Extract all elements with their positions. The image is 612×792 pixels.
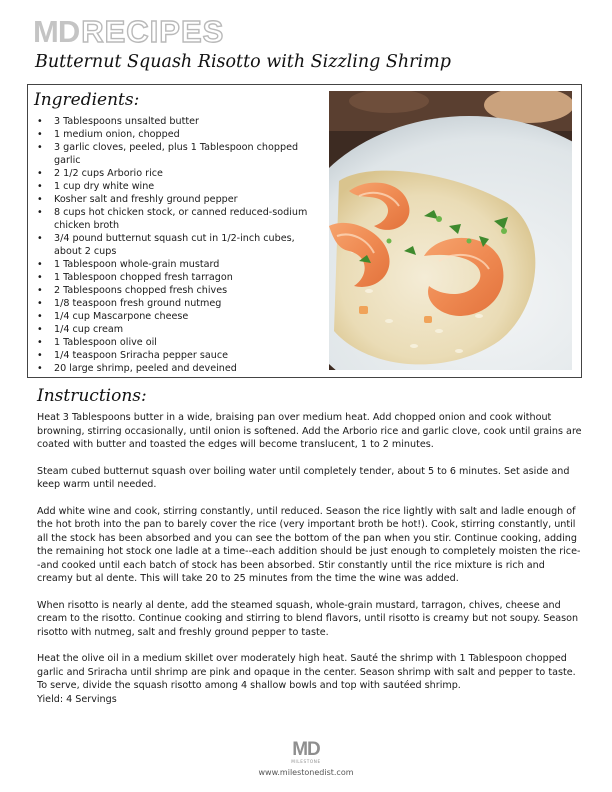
ingredient-item: • 1 cup dry white wine — [37, 180, 317, 193]
footer-logo-md: MD — [292, 739, 320, 760]
ingredient-item: • 20 large shrimp, peeled and deveined — [37, 362, 317, 375]
ingredient-item: • 1/4 cup cream — [37, 323, 317, 336]
instruction-paragraph: Heat 3 Tablespoons butter in a wide, braising pan over medium heat. Add chopped onion and cook without browning, stirring occasionally, until onion is softened. Add the Arborio rice and garlic clove, cook until grains are coated with butter and toasted the edges will become translucent, 1 to 2 minutes. — [37, 412, 582, 450]
ingredient-item: • 3 garlic cloves, peeled, plus 1 Tablespoon chopped garlic — [37, 141, 317, 167]
footer-logo — [282, 741, 330, 764]
ingredient-item: • 2 1/2 cups Arborio rice — [37, 167, 317, 180]
instruction-paragraph: When risotto is nearly al dente, add the steamed squash, whole-grain mustard, tarragon, chives, cheese and cream to the risotto. Continue cooking and stirring to blend flavors, until risotto is creamy but not soupy. Season risotto with nutmeg, salt and freshly ground pepper to taste. — [37, 599, 579, 638]
ingredients-heading: Ingredients: — [34, 90, 140, 110]
ingredient-item: • 1/4 cup Mascarpone cheese — [37, 310, 317, 323]
brand-logo — [33, 16, 224, 48]
ingredient-item: • 2 Tablespoons chopped fresh chives — [37, 284, 317, 297]
yield-text: Yield: 4 Servings — [37, 693, 117, 705]
dish-photo — [329, 91, 572, 370]
instruction-paragraph: Heat the olive oil in a medium skillet over moderately high heat. Sauté the shrimp with 1 Tablespoon chopped garlic and Sriracha until shrimp are pink and opaque in the center. Season shrimp with salt and pepper to taste. To serve, divide the squash risotto among 4 shallow bowls and top with sautéed shrimp. — [37, 653, 576, 691]
recipe-title: Butternut Squash Risotto with Sizzling Shrimp — [35, 52, 451, 72]
instructions-body — [37, 411, 582, 706]
ingredient-item: • 1 Tablespoon whole-grain mustard — [37, 258, 317, 271]
ingredient-item: • 1 Tablespoon chopped fresh tarragon — [37, 271, 317, 284]
instruction-paragraph: Add white wine and cook, stirring constantly, until reduced. Season the rice lightly with salt and ladle enough of the hot broth into the pan to barely cover the rice (very important broth be hot!). Cook, stirring constantly, until all the stock has been absorbed and you can see the bottom of the pan when you stir. Continue cooking, adding the remaining hot stock one ladle at a time--each addition should be just enough to completely moisten the rice--and cooked until each batch of stock has been absorbed. Stir constantly until the rice mixture is rich and creamy but al dente. This will take 20 to 25 minutes from the time the wine was added. — [37, 505, 581, 584]
ingredient-item: • 3 Tablespoons unsalted butter — [37, 115, 317, 128]
ingredient-item: • 8 cups hot chicken stock, or canned reduced-sodium chicken broth — [37, 206, 317, 232]
ingredient-item: • 1 medium onion, chopped — [37, 128, 317, 141]
instructions-heading: Instructions: — [37, 386, 147, 406]
footer-logo-text: MILESTONE — [291, 759, 321, 764]
ingredient-item: • Kosher salt and freshly ground pepper — [37, 193, 317, 206]
ingredient-item: • 3/4 pound butternut squash cut in 1/2-inch cubes, about 2 cups — [37, 232, 317, 258]
ingredient-item: • 1/8 teaspoon fresh ground nutmeg — [37, 297, 317, 310]
ingredient-item: • 1/4 teaspoon Sriracha pepper sauce — [37, 349, 317, 362]
footer-url[interactable]: www.milestonedist.com — [258, 768, 354, 777]
brand-md-text: MD — [33, 14, 80, 49]
ingredient-item: • 1 Tablespoon olive oil — [37, 336, 317, 349]
brand-recipes-text: RECIPES — [81, 14, 225, 49]
instruction-paragraph: Steam cubed butternut squash over boiling water until completely tender, about 5 to 6 minutes. Set aside and keep warm until needed. — [37, 465, 570, 490]
ingredients-list — [37, 115, 317, 375]
